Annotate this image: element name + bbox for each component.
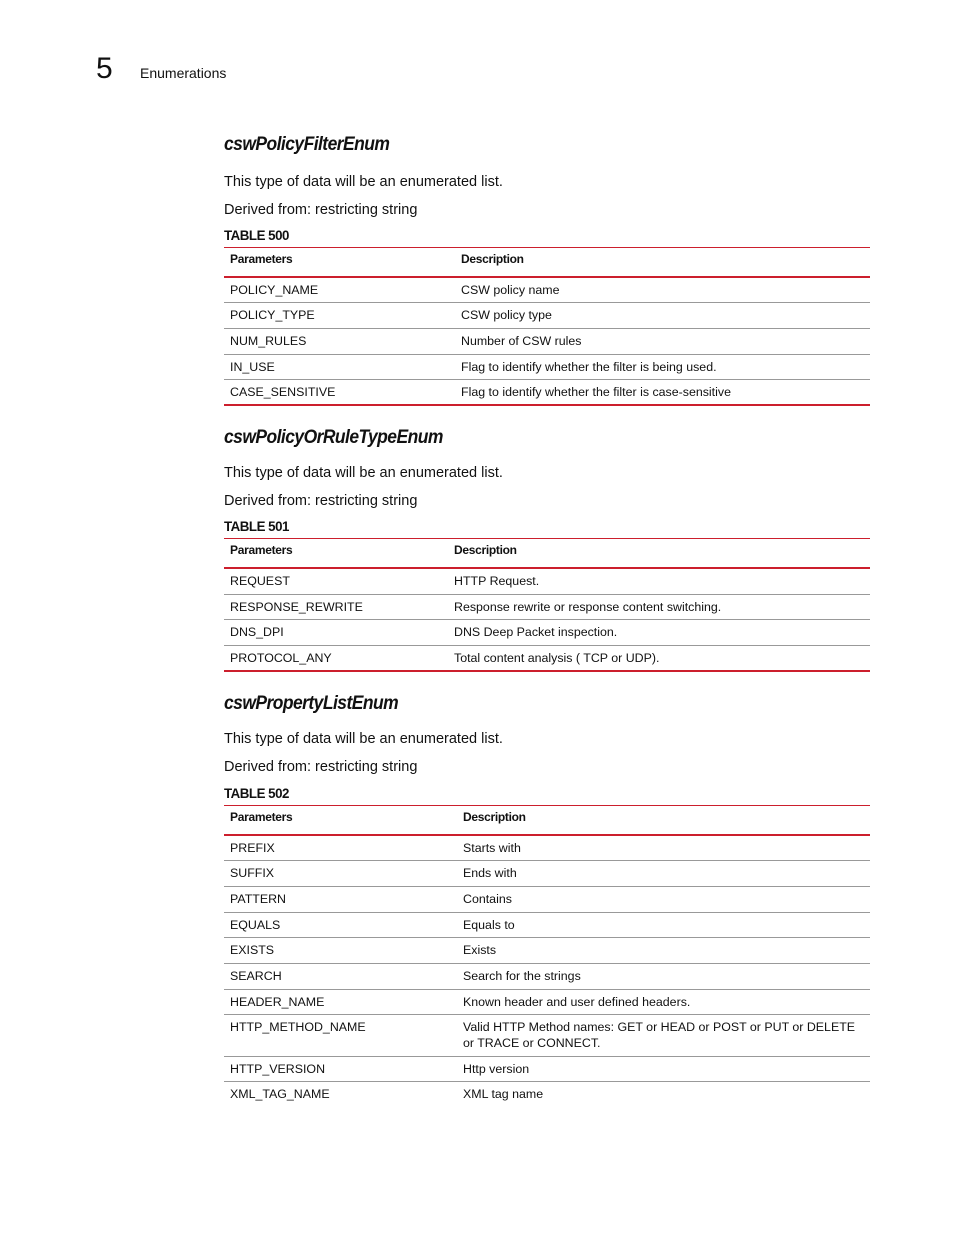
table-row <box>224 860 870 886</box>
param-cell: CASE_SENSITIVE <box>224 379 455 405</box>
section-derived: Derived from: restricting string <box>224 202 418 218</box>
desc-cell: CSW policy type <box>455 302 870 328</box>
table-row <box>224 619 870 645</box>
param-cell: IN_USE <box>224 354 455 379</box>
desc-cell: HTTP Request. <box>448 568 870 594</box>
section-description: This type of data will be an enumerated list. <box>224 174 503 190</box>
param-cell: POLICY_TYPE <box>224 302 455 328</box>
table-501 <box>224 538 870 672</box>
table-row <box>224 912 870 937</box>
desc-cell: Ends with <box>457 860 870 886</box>
section-derived: Derived from: restricting string <box>224 759 418 775</box>
param-cell: HTTP_METHOD_NAME <box>224 1014 457 1056</box>
table-header-row <box>224 539 870 569</box>
table-row <box>224 594 870 619</box>
table-500 <box>224 247 870 406</box>
table-header-row <box>224 806 870 836</box>
column-header-parameters: Parameters <box>224 539 448 569</box>
param-cell: RESPONSE_REWRITE <box>224 594 448 619</box>
column-header-description: Description <box>448 539 870 569</box>
desc-cell: Contains <box>457 886 870 912</box>
section-title: cswPolicyFilterEnum <box>224 134 390 155</box>
param-cell: SEARCH <box>224 963 457 989</box>
table-row <box>224 354 870 379</box>
param-cell: PROTOCOL_ANY <box>224 645 448 671</box>
desc-cell: Search for the strings <box>457 963 870 989</box>
desc-cell: Equals to <box>457 912 870 937</box>
param-cell: PATTERN <box>224 886 457 912</box>
param-cell: NUM_RULES <box>224 328 455 354</box>
column-header-parameters: Parameters <box>224 248 455 278</box>
table-row <box>224 1056 870 1081</box>
param-cell: XML_TAG_NAME <box>230 1086 330 1101</box>
table-row <box>224 937 870 963</box>
desc-cell: Number of CSW rules <box>455 328 870 354</box>
desc-cell: Response rewrite or response content switching. <box>448 594 870 619</box>
desc-cell: Total content analysis ( TCP or UDP). <box>448 645 870 671</box>
param-cell: POLICY_NAME <box>224 277 455 302</box>
section-csw-policy-or-rule-type-enum <box>224 425 870 672</box>
section-csw-policy-filter-enum <box>224 132 870 406</box>
table-row <box>224 1081 870 1107</box>
section-title: cswPropertyListEnum <box>224 693 399 714</box>
param-cell: DNS_DPI <box>224 619 448 645</box>
desc-cell: Exists <box>457 937 870 963</box>
table-row <box>224 835 870 860</box>
table-row <box>224 277 870 302</box>
table-header-row <box>224 248 870 278</box>
param-cell: HTTP_VERSION <box>224 1056 457 1081</box>
param-cell: EQUALS <box>224 912 457 937</box>
chapter-title: Enumerations <box>140 65 227 81</box>
table-label: TABLE 500 <box>224 227 289 243</box>
table-row <box>224 1014 870 1056</box>
param-cell: REQUEST <box>224 568 448 594</box>
section-derived: Derived from: restricting string <box>224 493 418 509</box>
table-row <box>224 645 870 671</box>
table-row <box>224 328 870 354</box>
table-502 <box>224 805 870 1107</box>
column-header-description: Description <box>455 248 870 278</box>
section-description: This type of data will be an enumerated list. <box>224 731 503 747</box>
param-cell: SUFFIX <box>224 860 457 886</box>
desc-cell: Flag to identify whether the filter is being used. <box>455 354 870 379</box>
column-header-description: Description <box>457 806 870 836</box>
param-cell: EXISTS <box>224 937 457 963</box>
param-cell: PREFIX <box>224 835 457 860</box>
chapter-number: 5 <box>96 52 113 85</box>
section-title: cswPolicyOrRuleTypeEnum <box>224 427 443 448</box>
table-row <box>224 302 870 328</box>
param-cell: HEADER_NAME <box>224 989 457 1014</box>
table-row <box>224 989 870 1014</box>
desc-cell: Flag to identify whether the filter is case-sensitive <box>455 379 870 405</box>
table-row <box>224 963 870 989</box>
table-row <box>224 886 870 912</box>
desc-cell: Valid HTTP Method names: GET or HEAD or POST or PUT or DELETE or TRACE or CONNECT. <box>457 1014 870 1056</box>
table-row <box>224 568 870 594</box>
desc-cell: CSW policy name <box>455 277 870 302</box>
table-row <box>224 379 870 405</box>
desc-cell: Known header and user defined headers. <box>457 989 870 1014</box>
table-label: TABLE 502 <box>224 785 289 801</box>
desc-cell: DNS Deep Packet inspection. <box>448 619 870 645</box>
desc-cell: Http version <box>457 1056 870 1081</box>
section-description: This type of data will be an enumerated list. <box>224 465 503 481</box>
desc-cell: XML tag name <box>463 1086 544 1101</box>
column-header-parameters: Parameters <box>224 806 457 836</box>
table-label: TABLE 501 <box>224 518 289 534</box>
section-csw-property-list-enum <box>224 691 870 1107</box>
desc-cell: Starts with <box>457 835 870 860</box>
